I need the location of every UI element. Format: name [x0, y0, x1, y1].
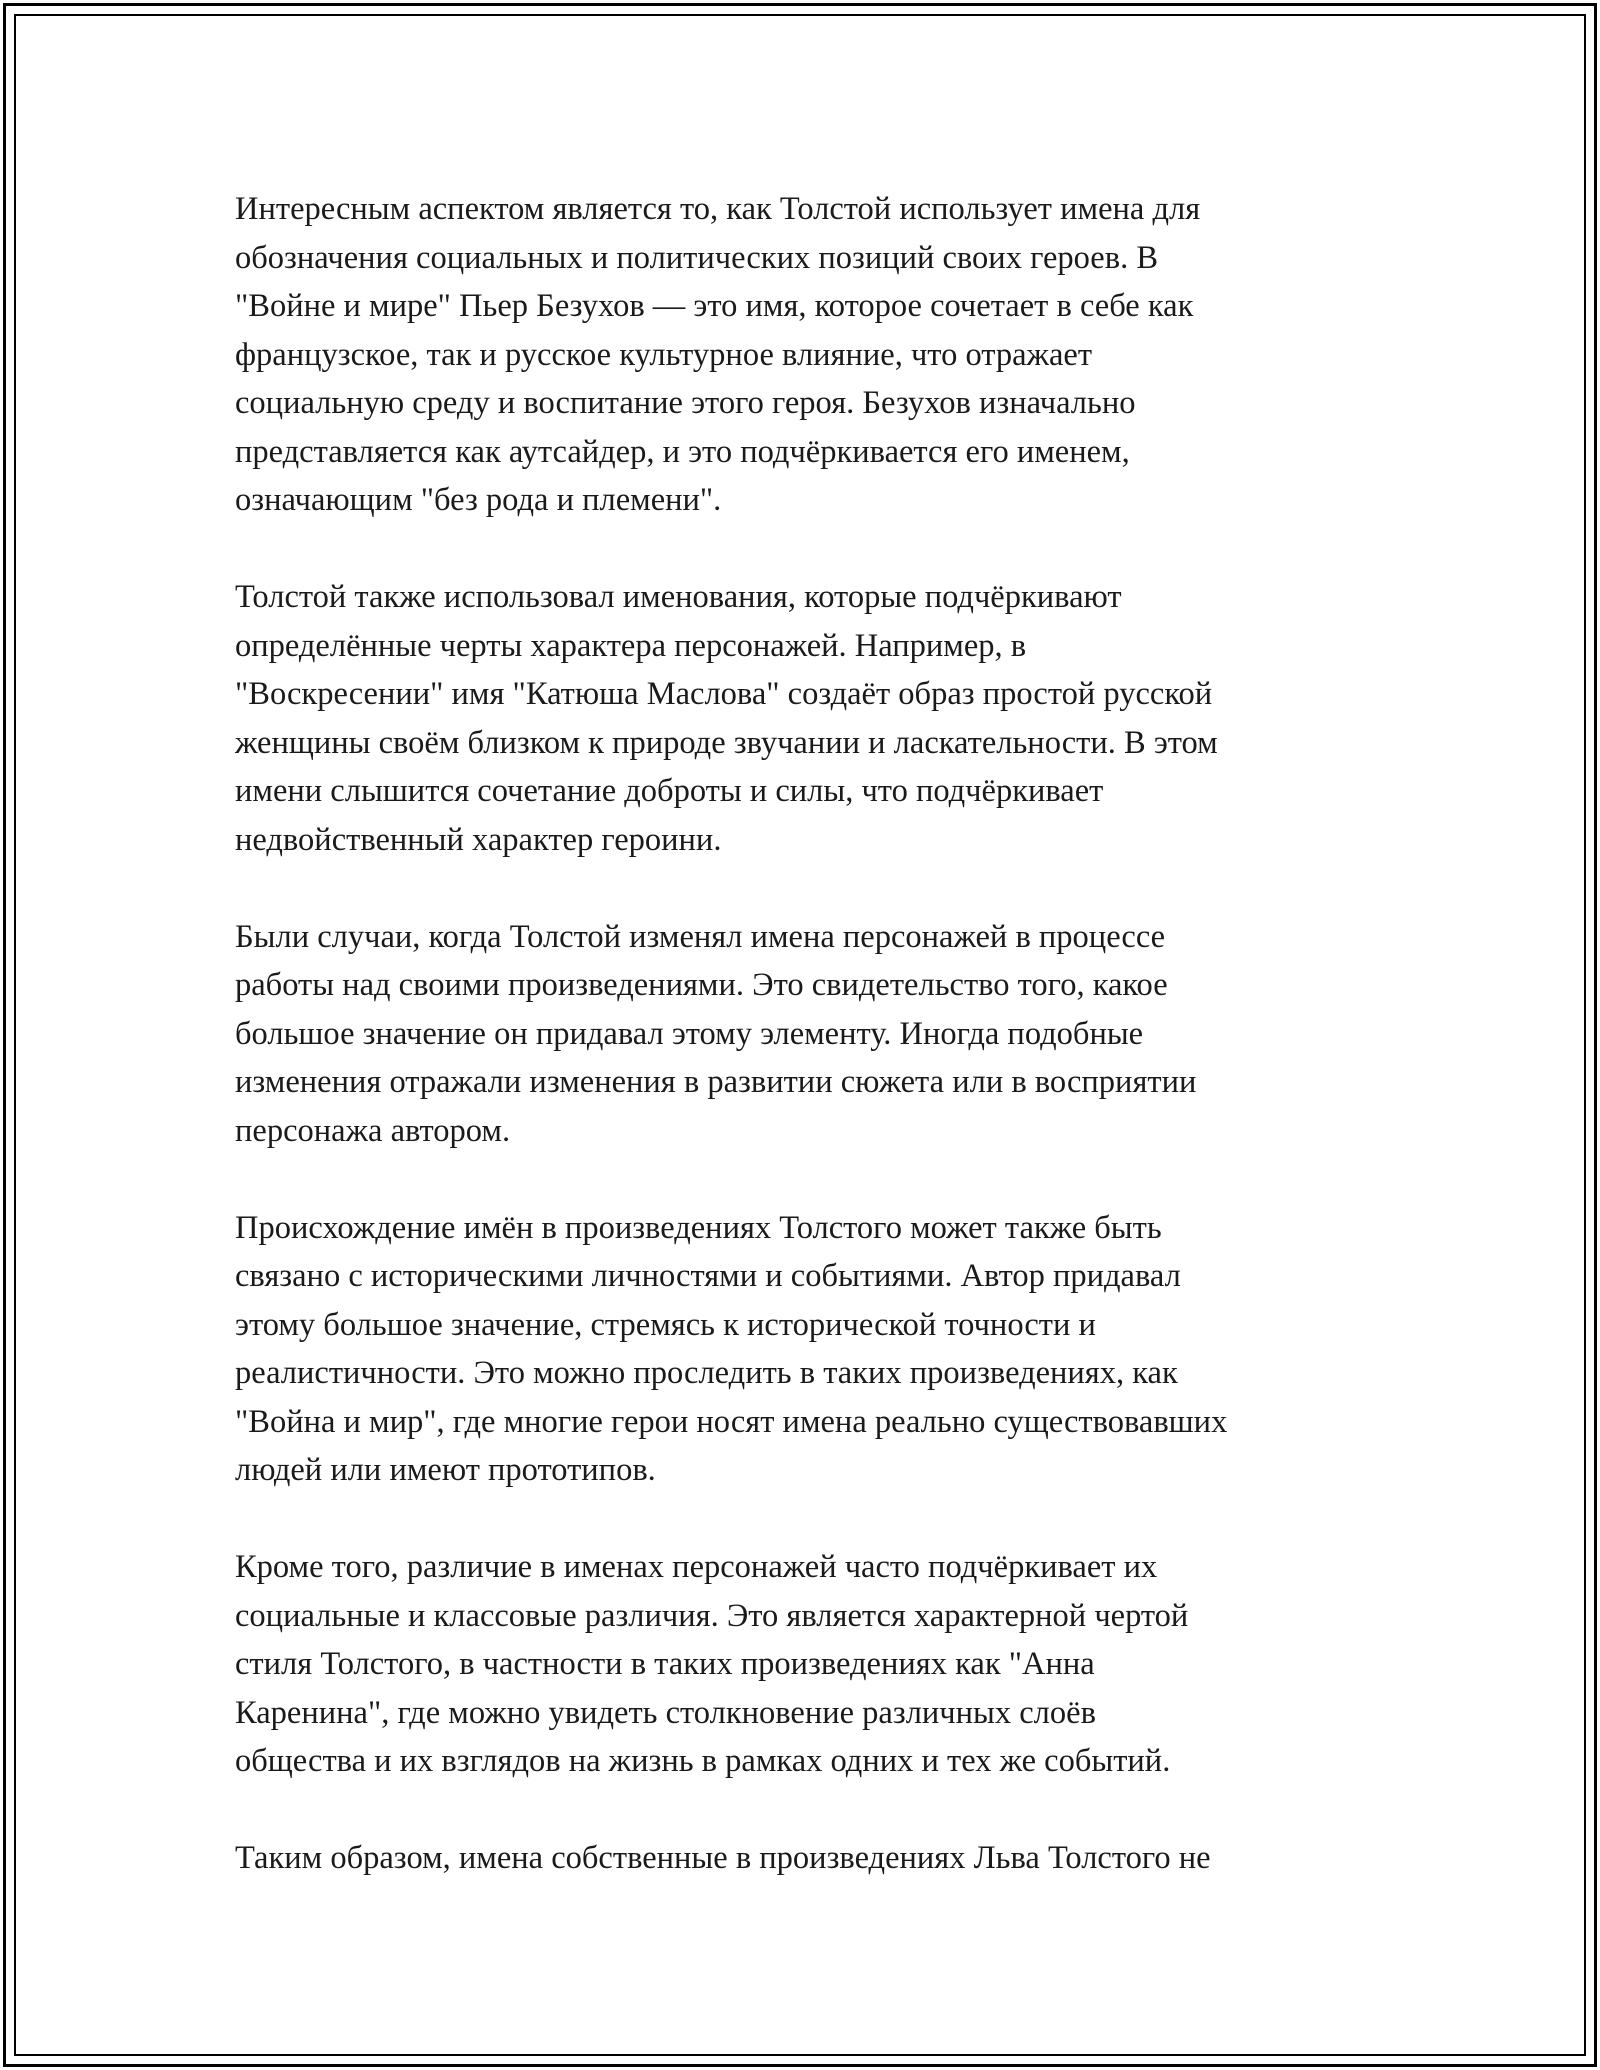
text-line: Кроме того, различие в именах персонажей часто подчёркивает их [235, 1549, 1158, 1585]
text-line: "Войне и мире" Пьер Безухов — это имя, которое сочетает в себе как [235, 288, 1194, 324]
text-line: "Война и мир", где многие герои носят имена реально существовавших [235, 1403, 1228, 1440]
text-line: Интересным аспектом является то, как Толстой использует имена для [235, 191, 1201, 227]
text-line: изменения отражали изменения в развитии сюжета или в восприятии [235, 1064, 1197, 1100]
paragraph-6 [235, 1834, 1365, 1883]
document-body [235, 185, 1365, 1931]
text-line: общества и их взглядов на жизнь в рамках одних и тех же событий. [235, 1743, 1171, 1779]
text-line: Происхождение имён в произведениях Толстого может также быть [235, 1209, 1162, 1246]
paragraph-2 [235, 573, 1365, 864]
text-line: Толстой также использовал именования, которые подчёркивают [235, 579, 1122, 615]
text-line: имени слышится сочетание доброты и силы, что подчёркивает [235, 773, 1104, 809]
text-line: недвойственный характер героини. [235, 821, 722, 858]
text-line: реалистичности. Это можно проследить в таких произведениях, как [235, 1355, 1178, 1391]
text-line: французское, так и русское культурное влияние, что отражает [235, 336, 1093, 373]
text-line: работы над своими произведениями. Это свидетельство того, какое [235, 967, 1168, 1003]
text-line: стиля Толстого, в частности в таких произведениях как "Анна [235, 1646, 1095, 1682]
text-line: "Воскресении" имя "Катюша Маслова" создаёт образ простой русской [235, 676, 1213, 712]
paragraph-1 [235, 185, 1365, 525]
paragraph-5 [235, 1543, 1365, 1786]
text-line: представляется как аутсайдер, и это подчёркивается его именем, [235, 433, 1130, 470]
text-line: большое значение он придавал этому элементу. Иногда подобные [235, 1015, 1144, 1052]
text-line: этому большое значение, стремясь к исторической точности и [235, 1306, 1096, 1343]
text-line: связано с историческими личностями и событиями. Автор придавал [235, 1258, 1181, 1294]
text-line: обозначения социальных и политических позиций своих героев. В [235, 239, 1158, 276]
text-line: Были случаи, когда Толстой изменял имена персонажей в процессе [235, 918, 1166, 955]
text-line: означающим "без рода и племени". [235, 482, 722, 518]
text-line: Таким образом, имена собственные в произведениях Льва Толстого не [235, 1840, 1211, 1876]
text-line: определённые черты характера персонажей. Например, в [235, 627, 1027, 664]
text-line: Каренина", где можно увидеть столкновение различных слоёв [235, 1694, 1096, 1731]
paragraph-3 [235, 913, 1365, 1156]
text-line: женщины своём близком к природе звучании и ласкательности. В этом [235, 724, 1218, 761]
text-line: социальные и классовые различия. Это является характерной чертой [235, 1597, 1189, 1634]
paragraph-4 [235, 1204, 1365, 1495]
text-line: персонажа автором. [235, 1112, 511, 1149]
text-line: социальную среду и воспитание этого героя. Безухов изначально [235, 385, 1136, 421]
text-line: людей или имеют прототипов. [235, 1452, 656, 1488]
